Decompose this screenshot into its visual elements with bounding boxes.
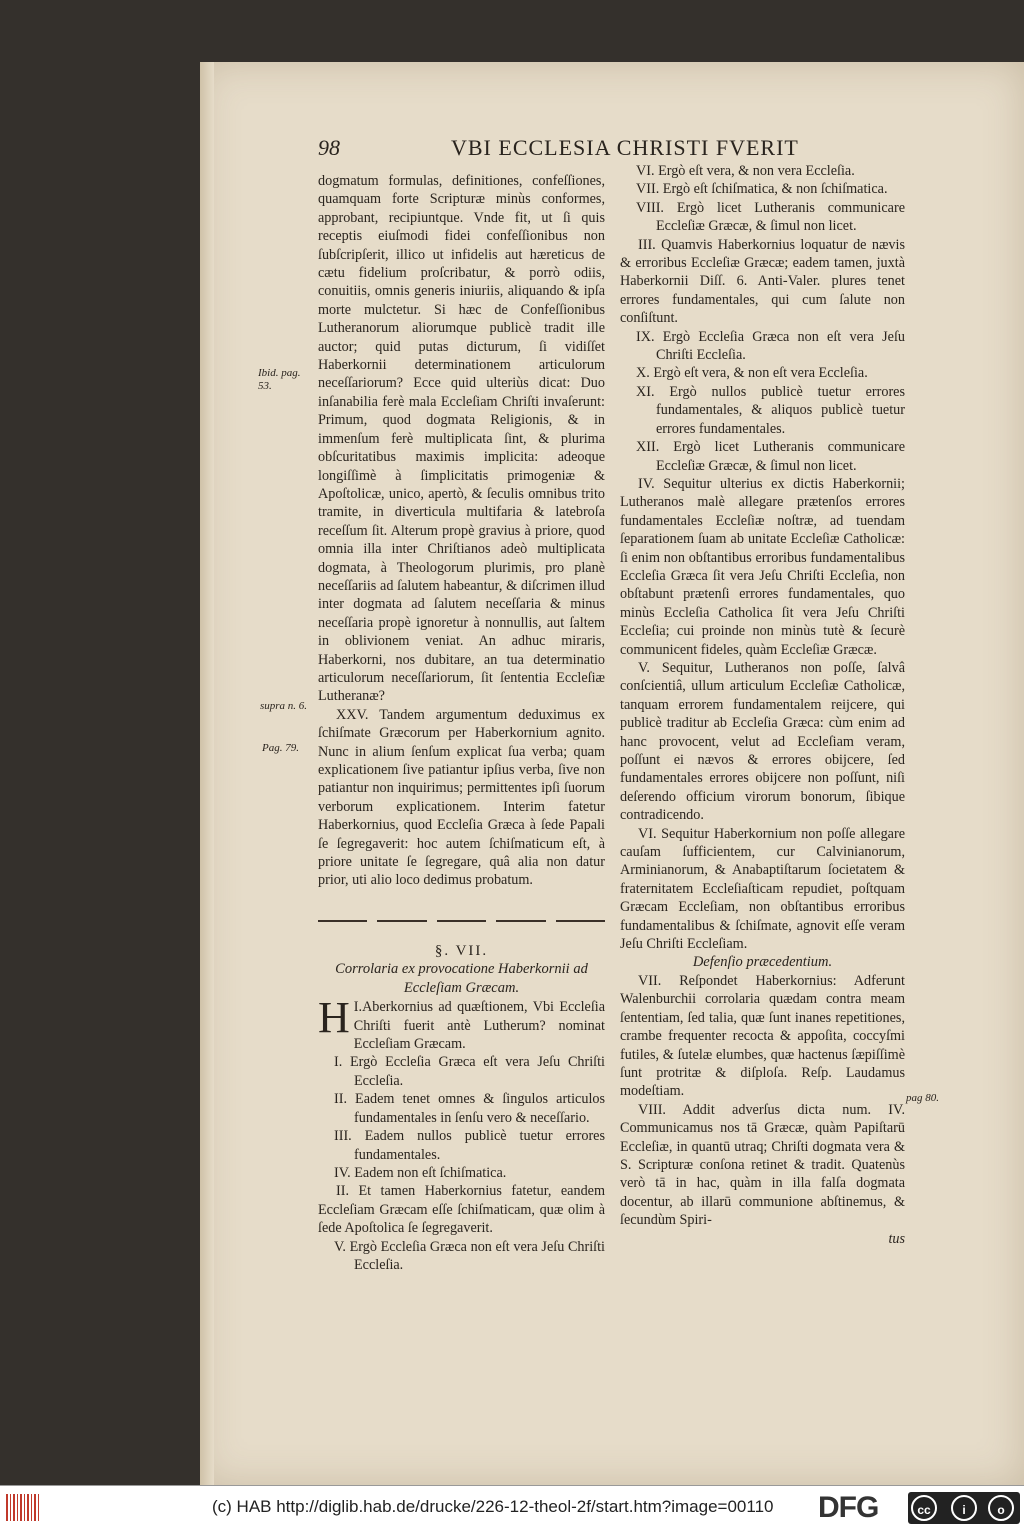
- paragraph: V. Sequitur, Lutheranos non poſſe, ſalvâ conſcientiâ, ullum articulum Eccleſiæ Catholicæ, tanquam errorem fundamentalem reijcere, qui publicè traditur ab Eccleſia Græca: cùm enim ad hanc provocent, velut ad Eccleſiam veram, poſſunt ei nævos & errores obijcere, ſed fundamentales errores obijcere non poſſunt, niſi deſerendo officium virorum bonorum, ſibique contradicendo.: [620, 659, 905, 824]
- page-number: 98: [318, 135, 340, 160]
- paragraph: XXV. Tandem argumentum deduximus ex ſchiſmate Græcorum per Haberkornium agnito. Nunc in alium ſenſum explicat ſua verba; quam explicationem ſive patiantur ipſius verba, ſive non patiantur non inquirimus; permittentes ipſi ſuorum verborum explicationem. Interim fatetur Haberkornius, quod Eccleſia Græca à ſede Papali ſe ſegregaverit: hoc autem ſchiſmaticum eſt, à priore unitate ſe ſegregare, quâ alia non datur prior, uti alio loco dedimus probatum.: [318, 706, 605, 889]
- list-item: VII. Ergò eſt ſchiſmatica, & non ſchiſmatica.: [636, 181, 888, 198]
- right-column: [620, 162, 905, 1248]
- paragraph-number: I.: [353, 999, 363, 1016]
- list-item: IX. Ergò Eccleſia Græca non eſt vera Jeſu Chriſti Eccleſia.: [636, 328, 905, 364]
- list-item: VI. Ergò eſt vera, & non vera Eccleſia.: [636, 163, 855, 179]
- by-icon: i: [951, 1495, 977, 1521]
- list-item: XI. Ergò nullos publicè tuetur errores fundamentales, & aliquos publicè tuetur errores fundamentales.: [636, 383, 905, 437]
- paragraph-text: Aberkornius ad quæſtionem, Vbi Eccleſia Chriſti fuerit antè Lutherum? nominat Eccleſiam Græcam.: [353, 999, 605, 1053]
- list-item: IV. Eadem non eſt ſchiſmatica.: [334, 1164, 507, 1181]
- sa-icon: o: [988, 1495, 1014, 1521]
- margin-note-supra: supra n. 6.: [260, 700, 308, 712]
- paragraph: IV. Sequitur ulterius ex dictis Haberkornii; Lutheranos malè allegare prætenſos errores fundamentales Eccleſiæ noſtræ, ad tuendam ſeparationem ſuam ab unitate Eccleſiæ Catholicæ: ſi enim non obſtantibus erroribus fundamentalibus Eccleſia Græca ſit vera Jeſu Chriſti Eccleſia, non obſtabunt prætenſi errores fundamentales, quo minùs Eccleſia Catholica ſit vera Jeſu Chriſti Eccleſia; cui proinde non minùs tutè & ſecurè communicent fideles, quàm Eccleſiæ Græcæ.: [620, 475, 905, 658]
- paragraph: dogmatum formulas, definitiones, confeſſiones, quamquam forte Scripturæ minùs conformes, approbant, recipiuntque. Vnde fit, ut ſi quis receptis eiuſmodi fidei confeſſionibus non ſubſcripſerit, illico ut infidelis aut hæreticus de cætu fidelium proſcribatur, & porrò odiis, conuitiis, omnis generis iniuriis, aliquando & ipſa morte mulctetur. Si hæc de Confeſſionibus Lutheranorum aliorumque publicè tradit ille auctor; quid putas dicturum, ſi vidiſſet Haberkornii determinationem articulorum neceſſariorum? Ecce quid ulteriùs dicat: Duo inſanabilia ferè mala Eccleſiam Chriſti invaſerunt: Primum, quod dogmata Religionis, & in immenſum ferè multiplicata ſint, & plurima obſcuritatibus maximis implicita: adeoque longiſſimè à ſimplicitatis primogeniæ & Apoſtolicæ, unico, apertò, & ſeculis omnibus trito tramite, in diverticula multifaria & latebroſa receſſum ſit. Alterum propè gravius à priore, quod omnia illa inter Chriſtianos adeò multiplicata dogmata, à Theologorum plurimis, pro planè neceſſariis ad ſalutem habeantur, & diſcrimen illud inter dogmata ad ſalutem neceſſaria & minus neceſſaria propè ignoretur à nonnullis, aut ſaltem in oblivionem veniat. An adhuc miraris, Haberkorni, nos dubitare, an tua determinatio articulorum neceſſariorum, ſit ſententia Eccleſiæ Lutheranæ?: [318, 173, 605, 705]
- drop-cap: H: [318, 993, 350, 1043]
- section-subtitle: Corrolaria ex provocatione Haberkornii ad Eccleſiam Græcam.: [335, 961, 588, 997]
- paragraph: III. Quamvis Haberkornius loquatur de nævis & erroribus Eccleſiæ Græcæ; eadem tamen, juxtà Haberkornii Diſſ. 6. Anti-Valer. plures tenet errores fundamentales, qui cum ſalute non conſiſtunt.: [620, 236, 905, 327]
- paragraph: VI. Sequitur Haberkornium non poſſe allegare cauſam ſufficientem, cur Calvinianorum, Arminianorum, & Anabaptiſtarum ſocietatem & fraternitatem Eccleſiaſticam repudiet, poſtquam Græcam Eccleſiam, non obſtantibus erroribus fundamentalibus & ſchiſmate, agnovit eſſe veram Jeſu Chriſti Eccleſiam.: [620, 825, 905, 953]
- list-item: V. Ergò Eccleſia Græca non eſt vera Jeſu Chriſti Eccleſia.: [334, 1238, 605, 1273]
- list-item: I. Ergò Eccleſia Græca eſt vera Jeſu Chriſti Eccleſia.: [334, 1054, 605, 1089]
- cc-icon: cc: [911, 1495, 937, 1521]
- list-item: III. Eadem nullos publicè tuetur errores fundamentales.: [334, 1128, 605, 1163]
- running-title: VBI ECCLESIA CHRISTI FVERIT: [451, 135, 799, 160]
- footer-bar: [0, 1485, 1024, 1529]
- margin-note-ibid: Ibid. pag. 53.: [258, 367, 301, 392]
- barcode-icon: [6, 1494, 40, 1521]
- section-heading: §. VII.: [434, 942, 489, 959]
- left-column: [318, 172, 605, 1274]
- list-item: X. Ergò eſt vera, & non eſt vera Eccleſia.: [636, 365, 868, 382]
- paragraph: [318, 993, 605, 1053]
- list-item: VIII. Ergò licet Lutheranis communicare Eccleſiæ Græcæ, & ſimul non licet.: [636, 199, 905, 235]
- section-divider: [318, 920, 605, 922]
- dfg-logo: DFG: [818, 1491, 879, 1524]
- catchword: tus: [888, 1230, 905, 1247]
- paragraph: VIII. Addit adverſus dicta num. IV. Communicamus nos tā Græcæ, quàm Papiſtarū Eccleſiæ, in quantū utraq; Chriſti dogmata vera & S. Scripturæ conſona retinet & tradit. Quatenùs verò tā in hac, quàm in illa falſa dogmata docentur, ab illarū communione abſtinemus, & ſecundùm Spiri-: [620, 1101, 905, 1229]
- paragraph: II. Et tamen Haberkornius fatetur, eandem Eccleſiam Græcam eſſe ſchiſmaticam, quæ olim à ſede Apoſtolica ſe ſegregaverit.: [318, 1183, 605, 1237]
- list-item: II. Eadem tenet omnes & ſingulos articulos fundamentales in ſenſu vero & neceſſario.: [334, 1091, 605, 1126]
- cc-license-badge[interactable]: [908, 1492, 1020, 1524]
- margin-note-pag79: Pag. 79.: [262, 742, 299, 754]
- page-edge: [200, 62, 214, 1486]
- source-link[interactable]: (c) HAB http://diglib.hab.de/drucke/226-12-theol-2f/start.htm?image=00110: [212, 1497, 774, 1516]
- paragraph: VII. Reſpondet Haberkornius: Adferunt Walenburchii corrolaria quædam contra meam ſententiam, ſed talia, quæ ſunt inanes repetitiones, crambe frequenter recocta & appoſita, coccyſmi futiles, & ſutelæ elumbes, quæ hactenus ſæpiſſimè ſunt protritæ & diſploſa. Reſp. Laudamus modeſtiam.: [620, 972, 905, 1100]
- subheading: Defenſio præcedentium.: [692, 954, 833, 971]
- list-item: XII. Ergò licet Lutheranis communicare Eccleſiæ Græcæ, & ſimul non licet.: [636, 439, 905, 474]
- margin-note-pag80: pag 80.: [906, 1092, 939, 1104]
